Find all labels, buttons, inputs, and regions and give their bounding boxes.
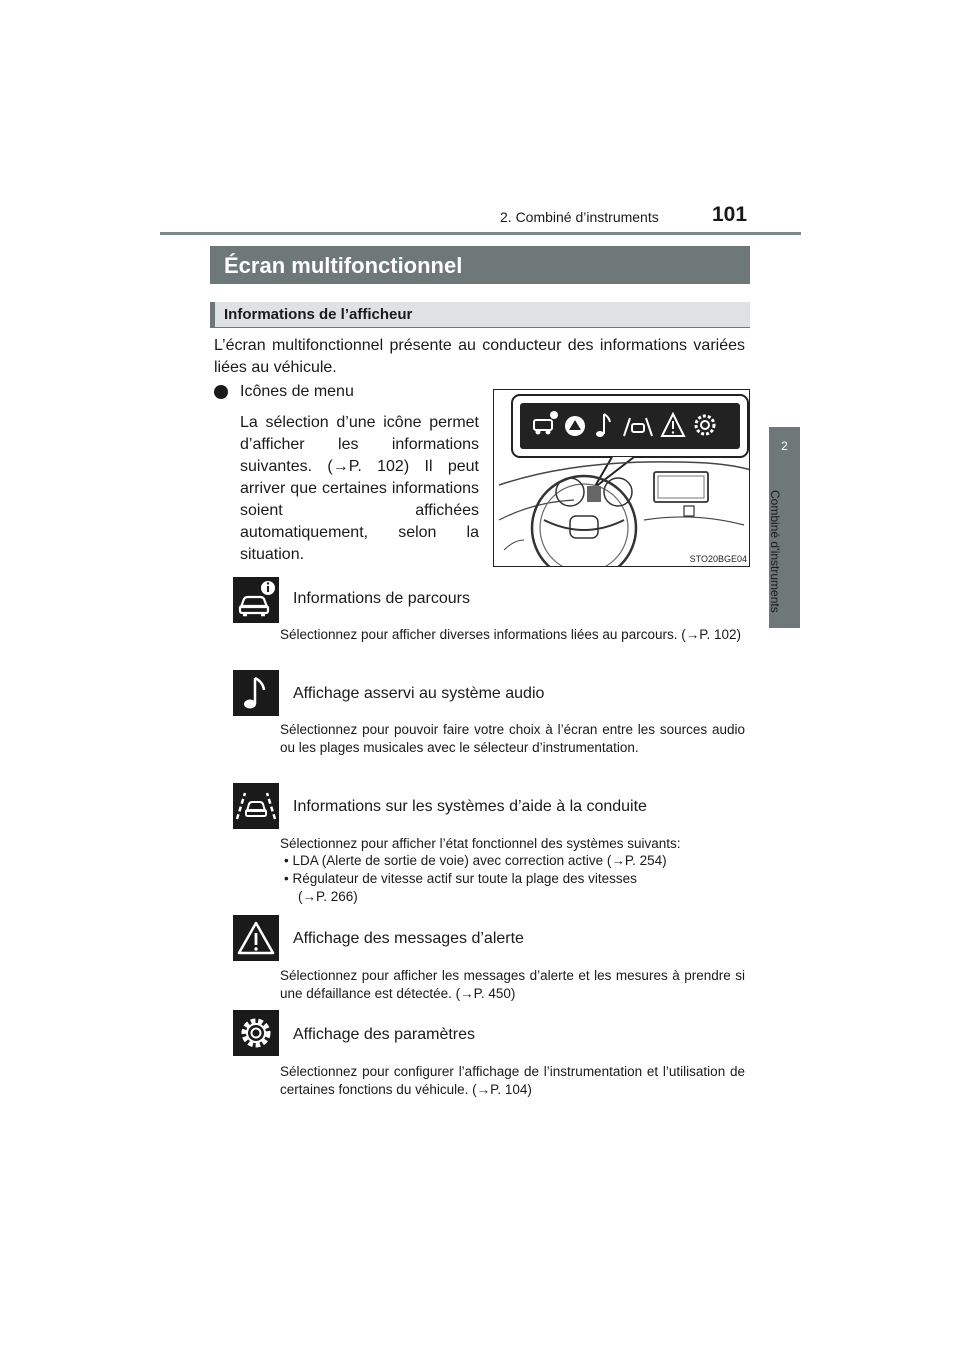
header-rule	[160, 232, 801, 235]
gear-icon	[233, 1010, 279, 1056]
list-item: (→P. 266)	[298, 889, 358, 904]
driving-assist-icon	[233, 783, 279, 829]
page-number: 101	[712, 203, 748, 226]
settings-icon-box	[233, 1010, 279, 1056]
dashboard-drawing	[494, 390, 750, 567]
item-title-warning: Affichage des messages d’alerte	[293, 930, 524, 947]
chapter-number: 2	[781, 439, 788, 453]
item-desc-trip: Sélectionnez pour afficher diverses informations liées au parcours. (→P. 102)	[280, 627, 741, 642]
item-title-settings: Affichage des paramètres	[293, 1026, 476, 1043]
item-desc-audio: Sélectionnez pour pouvoir faire votre choix à l’écran entre les sources audio ou les plages musicales avec le sélecteur d’instrumentation.	[280, 722, 745, 755]
item-desc-assist: Sélectionnez pour afficher l’état fonctionnel des systèmes suivants:	[280, 836, 681, 851]
item-desc-warning: Sélectionnez pour afficher les messages d’alerte et les mesures à prendre si une défaillance est détectée. (→P. 450)	[280, 968, 745, 1001]
subheading: Informations de l’afficheur	[224, 306, 413, 323]
bullet-body: La sélection d’une icône permet d’afficher les informations suivantes. (→P. 102) Il peut arriver que certaines informations soient affichées automatiquement, selon la situation.	[240, 414, 479, 563]
item-title-audio: Affichage asservi au système audio	[293, 685, 545, 702]
audio-icon-box	[233, 670, 279, 716]
car-info-icon	[233, 577, 279, 623]
trip-info-icon-box	[233, 577, 279, 623]
warning-icon-box	[233, 915, 279, 961]
running-header-section: 2. Combiné d’instruments	[500, 209, 659, 225]
item-title-assist: Informations sur les systèmes d’aide à la conduite	[293, 798, 647, 815]
page-title: Écran multifonctionnel	[224, 253, 463, 278]
list-item: • LDA (Alerte de sortie de voie) avec correction active (→P. 254)	[284, 853, 667, 868]
driving-assist-icon-box	[233, 783, 279, 829]
gauge-icon	[565, 416, 585, 436]
warning-icon	[233, 915, 279, 961]
intro-paragraph: L’écran multifonctionnel présente au conducteur des informations variées liées au véhicule.	[214, 337, 745, 376]
music-note-icon	[233, 670, 279, 716]
dashboard-illustration	[493, 389, 750, 567]
bullet-icon	[214, 385, 228, 399]
list-item: • Régulateur de vitesse actif sur toute la plage des vitesses	[284, 871, 637, 886]
item-desc-settings: Sélectionnez pour configurer l’affichage de l’instrumentation et l’utilisation de certaines fonctions du véhicule. (→P. 104)	[280, 1064, 745, 1097]
item-title-trip: Informations de parcours	[293, 590, 470, 607]
illustration-code: STO20BGE04	[689, 554, 747, 564]
subheading-accent	[210, 302, 215, 328]
section-title-bar	[210, 246, 750, 284]
bullet-heading: Icônes de menu	[240, 383, 354, 400]
chapter-label: Combiné d’instruments	[768, 490, 782, 613]
subheading-bar	[210, 302, 750, 328]
